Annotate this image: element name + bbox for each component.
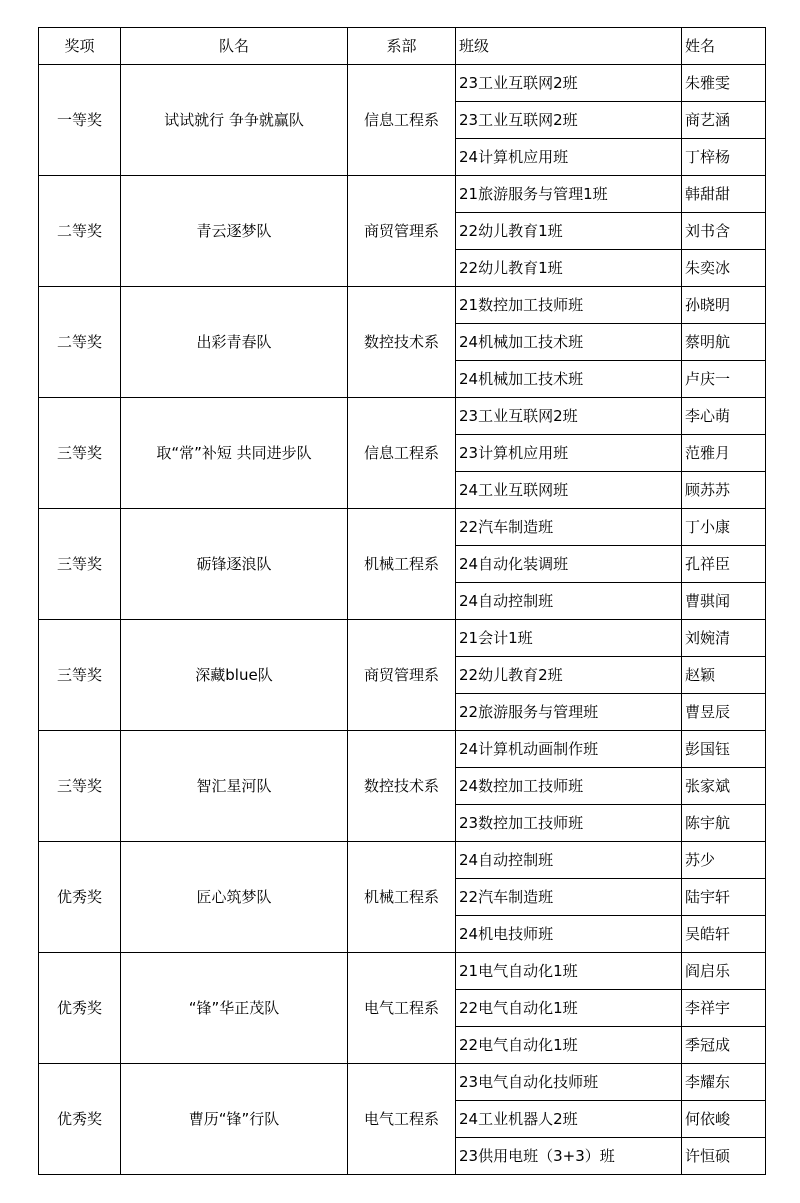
table-row [39,287,766,324]
class-cell: 24工业机器人2班 [456,1101,682,1138]
class-cell: 24自动控制班 [456,842,682,879]
member-name-cell: 蔡明航 [682,324,766,361]
member-name-cell: 丁小康 [682,509,766,546]
team-name-cell: 砺锋逐浪队 [121,509,348,620]
class-cell: 21旅游服务与管理1班 [456,176,682,213]
class-cell: 24自动控制班 [456,583,682,620]
department-cell: 数控技术系 [348,287,456,398]
award-cell: 二等奖 [39,287,121,398]
class-cell: 22电气自动化1班 [456,1027,682,1064]
member-name-cell: 刘婉清 [682,620,766,657]
team-name-cell: 智汇星河队 [121,731,348,842]
award-cell: 三等奖 [39,509,121,620]
class-cell: 21电气自动化1班 [456,953,682,990]
department-cell: 信息工程系 [348,398,456,509]
team-name-cell: 青云逐梦队 [121,176,348,287]
department-cell: 机械工程系 [348,842,456,953]
class-cell: 23计算机应用班 [456,435,682,472]
class-cell: 23工业互联网2班 [456,65,682,102]
member-name-cell: 吴皓轩 [682,916,766,953]
member-name-cell: 曹昱辰 [682,694,766,731]
team-name-cell: 试试就行 争争就赢队 [121,65,348,176]
header-team: 队名 [121,28,348,65]
member-name-cell: 李祥宇 [682,990,766,1027]
table-row [39,731,766,768]
class-cell: 24自动化装调班 [456,546,682,583]
member-name-cell: 卢庆一 [682,361,766,398]
class-cell: 24机械加工技术班 [456,361,682,398]
department-cell: 信息工程系 [348,65,456,176]
department-cell: 商贸管理系 [348,176,456,287]
member-name-cell: 朱雅雯 [682,65,766,102]
header-row [39,28,766,65]
member-name-cell: 朱奕冰 [682,250,766,287]
table-row [39,509,766,546]
member-name-cell: 陆宇轩 [682,879,766,916]
class-cell: 23电气自动化技师班 [456,1064,682,1101]
member-name-cell: 张家斌 [682,768,766,805]
class-cell: 23数控加工技师班 [456,805,682,842]
member-name-cell: 丁梓杨 [682,139,766,176]
class-cell: 24工业互联网班 [456,472,682,509]
member-name-cell: 季冠成 [682,1027,766,1064]
department-cell: 电气工程系 [348,953,456,1064]
class-cell: 22电气自动化1班 [456,990,682,1027]
table-row [39,953,766,990]
member-name-cell: 李心萌 [682,398,766,435]
table-row [39,398,766,435]
member-name-cell: 商艺涵 [682,102,766,139]
class-cell: 22汽车制造班 [456,509,682,546]
class-cell: 22幼儿教育2班 [456,657,682,694]
class-cell: 22旅游服务与管理班 [456,694,682,731]
member-name-cell: 陈宇航 [682,805,766,842]
table-row [39,620,766,657]
award-cell: 优秀奖 [39,1064,121,1175]
class-cell: 22汽车制造班 [456,879,682,916]
header-department: 系部 [348,28,456,65]
header-name: 姓名 [682,28,766,65]
member-name-cell: 赵颖 [682,657,766,694]
department-cell: 数控技术系 [348,731,456,842]
header-award: 奖项 [39,28,121,65]
member-name-cell: 刘书含 [682,213,766,250]
department-cell: 机械工程系 [348,509,456,620]
department-cell: 商贸管理系 [348,620,456,731]
class-cell: 23工业互联网2班 [456,102,682,139]
class-cell: 24数控加工技师班 [456,768,682,805]
class-cell: 21数控加工技师班 [456,287,682,324]
team-name-cell: 出彩青春队 [121,287,348,398]
member-name-cell: 范雅月 [682,435,766,472]
team-name-cell: 匠心筑梦队 [121,842,348,953]
award-cell: 三等奖 [39,620,121,731]
member-name-cell: 曹骐闻 [682,583,766,620]
class-cell: 22幼儿教育1班 [456,250,682,287]
award-cell: 二等奖 [39,176,121,287]
table-row [39,65,766,102]
table-row [39,176,766,213]
header-class: 班级 [456,28,682,65]
department-cell: 电气工程系 [348,1064,456,1175]
award-cell: 优秀奖 [39,953,121,1064]
member-name-cell: 孔祥臣 [682,546,766,583]
member-name-cell: 彭国钰 [682,731,766,768]
member-name-cell: 何依峻 [682,1101,766,1138]
member-name-cell: 苏少 [682,842,766,879]
team-name-cell: “锋”华正茂队 [121,953,348,1064]
award-cell: 一等奖 [39,65,121,176]
member-name-cell: 许恒硕 [682,1138,766,1175]
class-cell: 23供用电班（3+3）班 [456,1138,682,1175]
award-cell: 三等奖 [39,731,121,842]
member-name-cell: 李耀东 [682,1064,766,1101]
member-name-cell: 阎启乐 [682,953,766,990]
awards-table [38,27,766,1175]
award-cell: 优秀奖 [39,842,121,953]
class-cell: 23工业互联网2班 [456,398,682,435]
table-row [39,842,766,879]
class-cell: 24计算机应用班 [456,139,682,176]
member-name-cell: 韩甜甜 [682,176,766,213]
class-cell: 22幼儿教育1班 [456,213,682,250]
class-cell: 24机电技师班 [456,916,682,953]
team-name-cell: 深藏blue队 [121,620,348,731]
member-name-cell: 顾苏苏 [682,472,766,509]
table-row [39,1064,766,1101]
team-name-cell: 取“常”补短 共同进步队 [121,398,348,509]
member-name-cell: 孙晓明 [682,287,766,324]
awards-table-container [38,27,766,1175]
class-cell: 21会计1班 [456,620,682,657]
award-cell: 三等奖 [39,398,121,509]
table-body [39,65,766,1175]
table-header [39,28,766,65]
class-cell: 24机械加工技术班 [456,324,682,361]
class-cell: 24计算机动画制作班 [456,731,682,768]
team-name-cell: 曹历“锋”行队 [121,1064,348,1175]
